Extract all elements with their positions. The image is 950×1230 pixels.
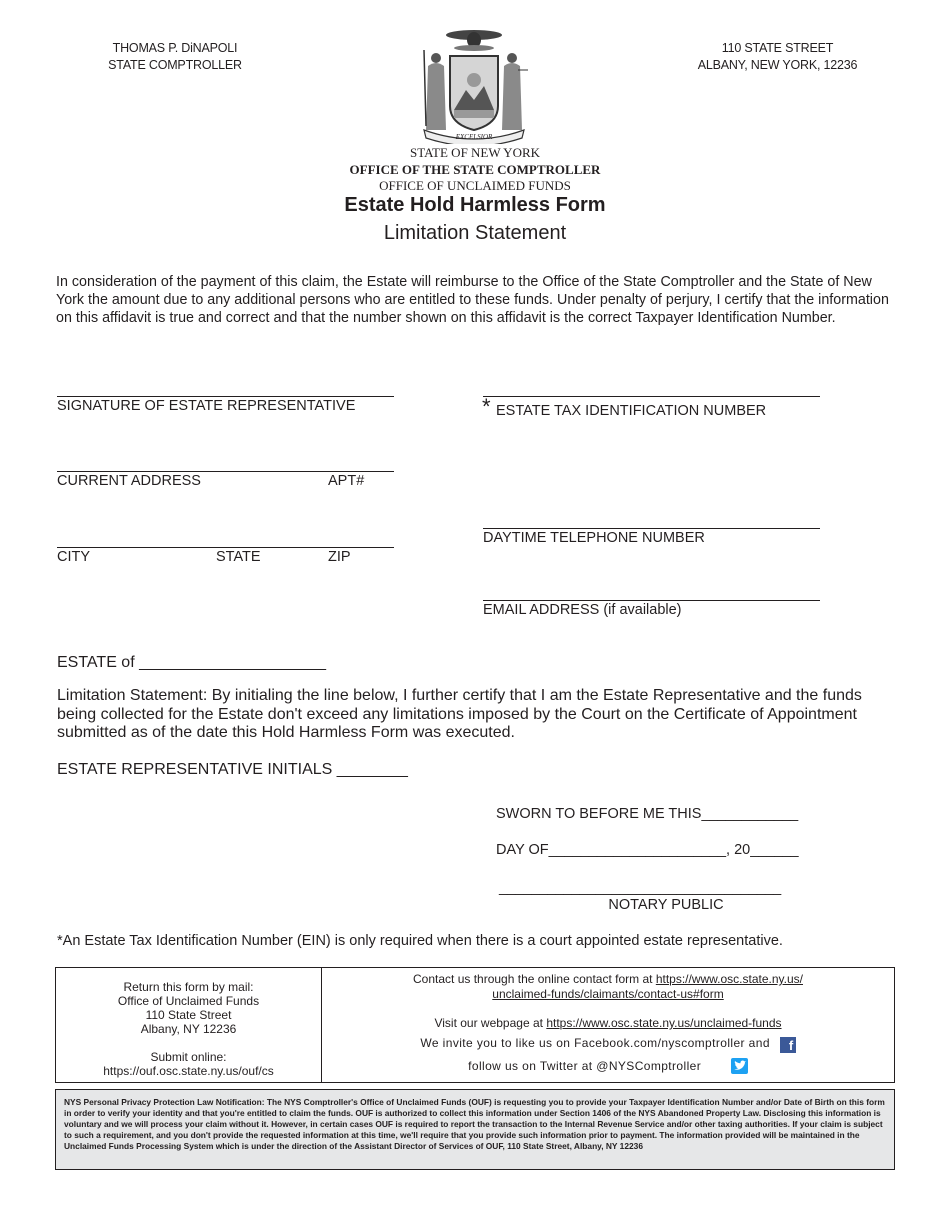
twitter-icon[interactable] [731,1058,748,1074]
contact-box [55,967,895,1083]
city-label: CITY [57,549,91,565]
tax-id-label: ESTATE TAX IDENTIFICATION NUMBER [496,403,767,419]
city-state-zip-line[interactable] [57,547,394,548]
office-name: OFFICE OF THE STATE COMPTROLLER [349,161,601,177]
eagle-icon [446,30,502,51]
shield-icon [450,56,498,130]
contact-link-1[interactable]: https://www.osc.state.ny.us/ [655,972,803,986]
estate-of-field[interactable]: ESTATE of _____________________ [57,654,326,671]
page-subtitle: Limitation Statement [383,222,567,244]
agency-block [275,145,675,195]
office-city: ALBANY, NEW YORK, 12236 [697,58,858,72]
zip-label: ZIP [328,549,351,565]
office-street: 110 STATE STREET [721,41,834,55]
address-line[interactable] [57,471,394,472]
online-heading: Submit online: [150,1050,227,1064]
webpage-link[interactable]: https://www.osc.state.ny.us/unclaimed-funds [546,1016,782,1030]
mail-heading: Return this form by mail: [123,980,254,994]
state-seal [414,26,534,144]
seal-motto: EXCELSIOR [455,133,493,141]
address-label: CURRENT ADDRESS [57,473,201,489]
page-title: Estate Hold Harmless Form [344,194,606,216]
online-contact-block [322,972,894,1074]
ein-footnote: *An Estate Tax Identification Number (EIN) is only required when there is a court appointed estate representative. [57,933,783,949]
facebook-text: We invite you to like us on Facebook.com/nyscomptroller and [420,1036,770,1050]
notary-signature-line[interactable]: ___________________________________ [499,880,782,896]
limitation-statement: Limitation Statement: By initialing the line below, I further certify that I am the Estate Representative and the funds being collected for the Estate don't exceed any limitations imposed by the Court on the Certificate of Appointment submitted as of the date this Hold Harmless Form was executed. [57,687,862,741]
twitter-text: follow us on Twitter at @NYSComptroller [468,1059,702,1073]
initials-field[interactable]: ESTATE REPRESENTATIVE INITIALS ________ [57,761,408,778]
webpage-text: Visit our webpage at [434,1016,547,1030]
privacy-notice: NYS Personal Privacy Protection Law Notification: The NYS Comptroller's Office of Unclaimed Funds (OUF) is requesting you to provide your Taxpayer Identification Number and/or Date of Birth on this form in order to verify your identity and that you're entitled to claim the funds. OUF is authorized to collect this information under Section 1406 of the NYS Abandoned Property Law. Disclosing this information is voluntary and we will process your claim without it. However, in certain cases OUF is required to report the transaction to the Internal Revenue Service and/or other taxing authorities. If your claim is subject to such a requirement, and you don't provide the requested information at this time, we'll require that you provide such information prior to payment. The information provided will be maintained in the Unclaimed Funds Processing System which is under the direction of the Assistant Director of Services of OUF, 110 State Street, Albany, NY 12236 [55,1089,895,1170]
state-label: STATE [216,549,261,565]
justice-figure-icon [502,53,528,130]
email-label: EMAIL ADDRESS (if available) [483,602,682,618]
mail-line-2: 110 State Street [145,1008,232,1022]
state-name: STATE OF NEW YORK [409,145,541,160]
intro-paragraph: In consideration of the payment of this claim, the Estate will reimburse to the Office of the State Comptroller and the State of New York the amount due to any additional persons who are entitled to these funds. Under penalty of perjury, I certify that the information on this affidavit is true and correct and that the number shown on this affidavit is the correct Taxpayer Identification Number. [56,274,889,326]
comptroller-name-block [95,40,255,74]
tax-id-line[interactable] [483,396,820,397]
phone-line[interactable] [483,528,820,529]
apt-label: APT# [328,473,365,489]
mail-line-3: Albany, NY 12236 [140,1022,237,1036]
online-url[interactable]: https://ouf.osc.state.ny.us/ouf/cs [103,1064,274,1078]
comptroller-name: THOMAS P. DiNAPOLI [112,41,238,55]
email-line[interactable] [483,600,820,601]
notary-label: NOTARY PUBLIC [608,897,724,913]
comptroller-title: STATE COMPTROLLER [108,58,242,72]
sworn-field[interactable]: SWORN TO BEFORE ME THIS____________ [496,806,799,822]
mail-line-1: Office of Unclaimed Funds [117,994,260,1008]
signature-line[interactable] [57,396,394,397]
tax-id-asterisk: * [482,394,491,419]
office-address-block [690,40,865,74]
contact-text: Contact us through the online contact form at [413,972,656,986]
phone-label: DAYTIME TELEPHONE NUMBER [483,530,705,546]
liberty-figure-icon [424,50,446,130]
division-name: OFFICE OF UNCLAIMED FUNDS [379,178,571,193]
mail-block [56,980,321,1078]
day-of-field[interactable]: DAY OF______________________, 20______ [496,842,799,858]
signature-label: SIGNATURE OF ESTATE REPRESENTATIVE [57,398,356,414]
facebook-icon[interactable]: f [780,1037,796,1053]
contact-link-2[interactable]: unclaimed-funds/claimants/contact-us#form [492,987,724,1001]
